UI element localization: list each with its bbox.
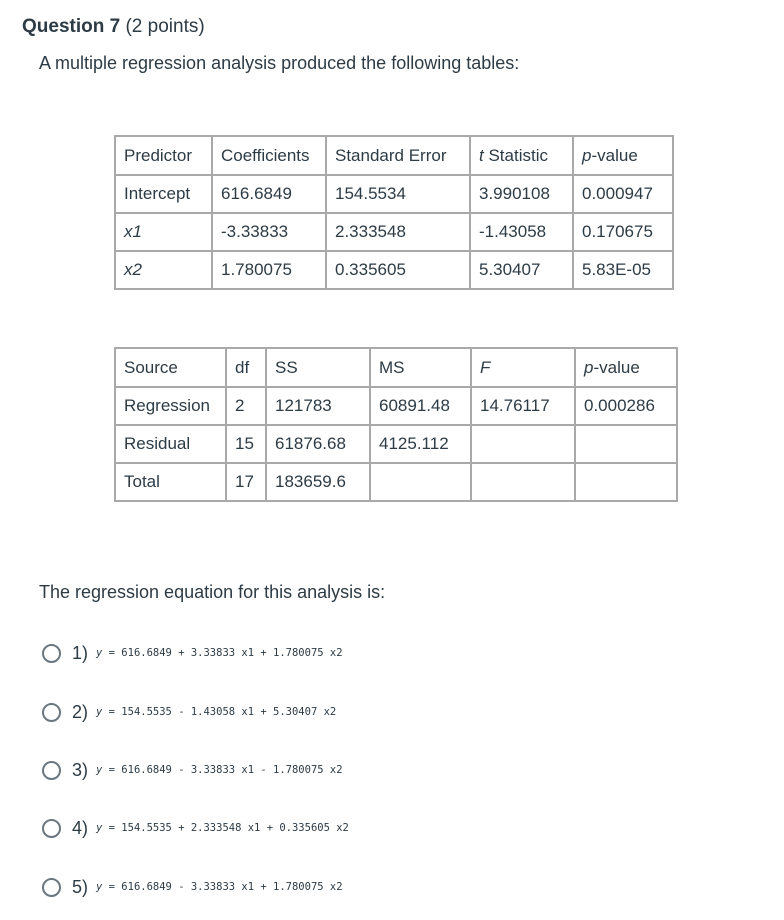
option-equation [96,881,343,893]
table-cell [575,463,677,501]
radio-button[interactable] [42,878,61,897]
table-cell: df [226,348,266,387]
table-cell: x1 [115,213,212,251]
table-cell: Regression [115,387,226,425]
question-prompt: A multiple regression analysis produced the following tables: [39,53,520,73]
table-cell: 15 [226,425,266,463]
anova-table [114,347,678,502]
table-cell: 0.000947 [573,175,673,213]
table-cell: t Statistic [470,136,573,175]
answer-option-1[interactable] [42,640,343,666]
table-cell: p-value [575,348,677,387]
table-cell: 2.333548 [326,213,470,251]
table-row [115,463,677,501]
table-cell: p-value [573,136,673,175]
equation-rhs: = 616.6849 + 3.33833 x1 + 1.780075 x2 [102,647,343,659]
equation-y: y [96,881,103,893]
table-cell [370,463,471,501]
equation-rhs: = 154.5535 + 2.333548 x1 + 0.335605 x2 [102,822,349,834]
table-cell: 4125.112 [370,425,471,463]
question-points: (2 points) [125,16,205,37]
equation-y: y [96,647,103,659]
table-row [115,175,673,213]
radio-button[interactable] [42,703,61,722]
option-equation [96,822,349,834]
table-cell: 0.000286 [575,387,677,425]
table-cell: F [471,348,575,387]
answer-option-4[interactable] [42,815,349,841]
table-cell [575,425,677,463]
table-cell: Residual [115,425,226,463]
table-cell: x2 [115,251,212,289]
table-cell [471,463,575,501]
table-cell: Intercept [115,175,212,213]
option-number: 5) [72,876,89,897]
table-cell: 121783 [266,387,370,425]
coefficients-table [114,135,674,290]
equation-rhs: = 616.6849 - 3.33833 x1 + 1.780075 x2 [102,881,343,893]
table-row [115,387,677,425]
table-cell: 61876.68 [266,425,370,463]
table-row [115,251,673,289]
table-row [115,213,673,251]
option-number: 2) [72,701,89,722]
option-equation [96,706,336,718]
radio-button[interactable] [42,819,61,838]
question-title: Question 7 [22,16,121,37]
table-cell: Standard Error [326,136,470,175]
table-cell: Source [115,348,226,387]
table-cell: 183659.6 [266,463,370,501]
table-row [115,136,673,175]
table-cell: 2 [226,387,266,425]
question-header [22,16,205,38]
answer-option-3[interactable] [42,757,343,783]
table-cell: 1.780075 [212,251,326,289]
table-cell: 14.76117 [471,387,575,425]
option-equation [96,764,343,776]
equation-rhs: = 616.6849 - 3.33833 x1 - 1.780075 x2 [102,764,343,776]
table-cell: 5.30407 [470,251,573,289]
equation-question: The regression equation for this analysis is: [39,582,386,602]
option-number: 1) [72,642,89,663]
table-cell: 3.990108 [470,175,573,213]
table-cell: 17 [226,463,266,501]
option-equation [96,647,343,659]
answer-option-5[interactable] [42,874,343,900]
radio-button[interactable] [42,644,61,663]
table-cell: 616.6849 [212,175,326,213]
option-number: 3) [72,759,89,780]
table-cell: 154.5534 [326,175,470,213]
table-cell: -1.43058 [470,213,573,251]
table-cell: Total [115,463,226,501]
table-cell: 0.335605 [326,251,470,289]
radio-button[interactable] [42,761,61,780]
table-cell: MS [370,348,471,387]
table-cell: Coefficients [212,136,326,175]
table-cell: 60891.48 [370,387,471,425]
table-cell: -3.33833 [212,213,326,251]
table-row [115,348,677,387]
table-cell: SS [266,348,370,387]
table-cell: Predictor [115,136,212,175]
table-cell: 5.83E-05 [573,251,673,289]
table-cell [471,425,575,463]
equation-y: y [96,706,103,718]
table-cell: 0.170675 [573,213,673,251]
equation-y: y [96,764,103,776]
answer-option-2[interactable] [42,699,336,725]
equation-y: y [96,822,103,834]
option-number: 4) [72,817,89,838]
table-row [115,425,677,463]
equation-rhs: = 154.5535 - 1.43058 x1 + 5.30407 x2 [102,706,337,718]
